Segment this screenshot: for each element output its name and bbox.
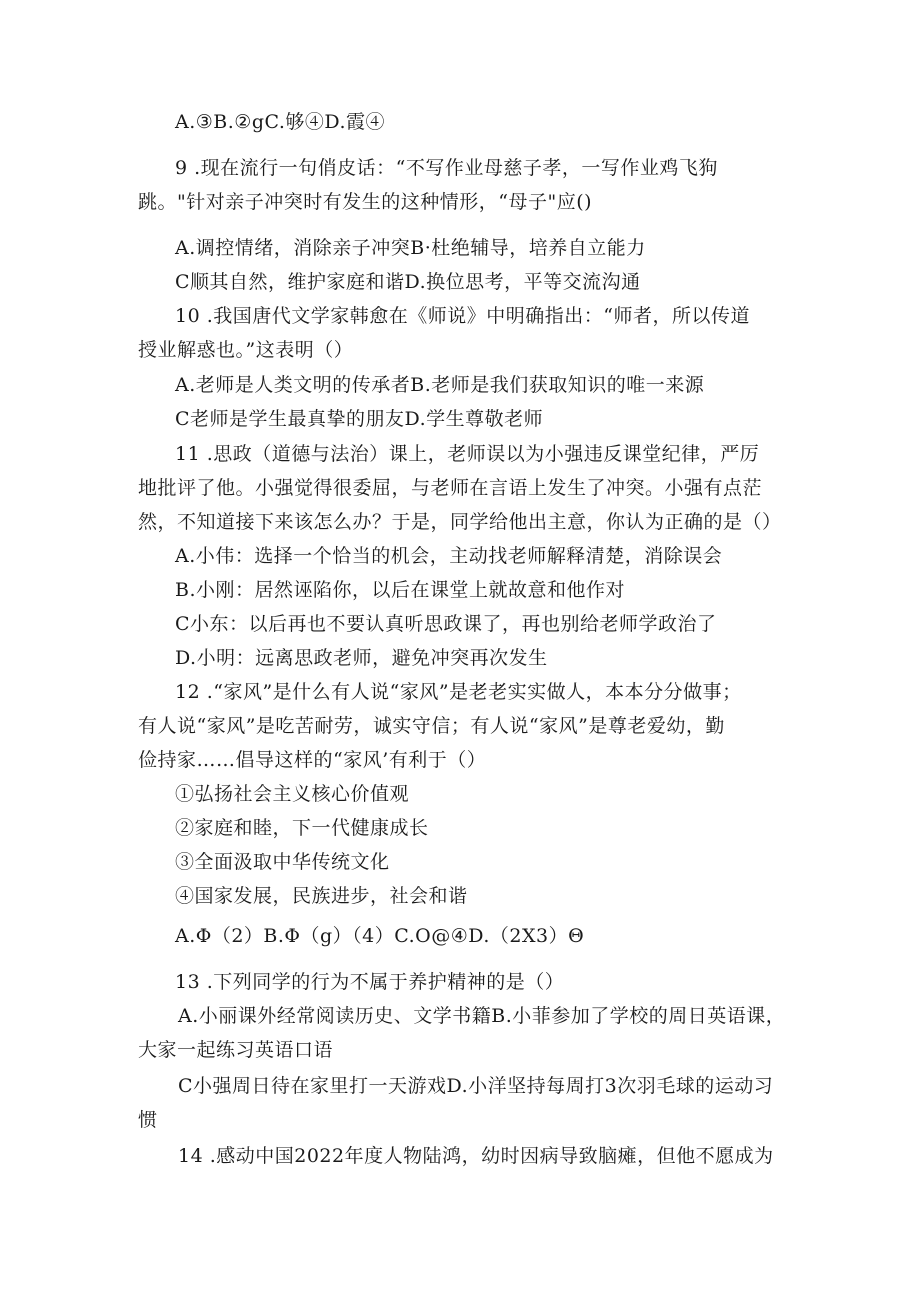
q12-stem-line3: 俭持家……倡导这样的“家风’有利于（）: [138, 749, 487, 771]
q12-stem-line1: 12 .“家风”是什么有人说“家风”是老老实实做人，本本分分做事；: [175, 681, 742, 703]
q13-stem: 13 .下列同学的行为不属于养护精神的是（）: [175, 971, 565, 993]
q14-stem-line1: 14 .感动中国2022年度人物陆鸿，幼时因病导致脑瘫，但他不愿成为: [178, 1145, 774, 1167]
q10-options-cd: C老师是学生最真挚的朋友D.学生尊敬老师: [175, 408, 544, 430]
q10-options-ab: A.老师是人类文明的传承者B.老师是我们获取知识的唯一来源: [175, 374, 705, 396]
q11-stem-line3: 然，不知道接下来该怎么办？于是，同学给他出主意，你认为正确的是（）: [138, 511, 782, 533]
q12-item-3: ③全面汲取中华传统文化: [175, 851, 390, 873]
q13-options-ab-line1: A.小丽课外经常阅读历史、文学书籍B.小菲参加了学校的周日英语课，: [178, 1005, 786, 1027]
q11-option-d: D.小明：远离思政老师，避免冲突再次发生: [175, 647, 548, 669]
q10-stem-line2: 授业解惑也。”这表明（）: [138, 339, 354, 361]
q9-options-cd: C顺其自然，维护家庭和谐D.换位思考，平等交流沟通: [175, 271, 641, 293]
q11-option-c: C小东：以后再也不要认真听思政课了，再也别给老师学政治了: [175, 613, 717, 635]
q13-options-cd-line2: 惯: [138, 1109, 158, 1131]
q12-item-1: ①弘扬社会主义核心价值观: [175, 783, 410, 805]
q11-stem-line2: 地批评了他。小强觉得很委屈，与老师在言语上发生了冲突。小强有点茫: [138, 477, 763, 499]
q10-stem-line1: 10 .我国唐代文学家韩愈在《师说》中明确指出：“师者，所以传道: [175, 305, 750, 327]
q12-item-2: ②家庭和睦，下一代健康成长: [175, 817, 429, 839]
q12-options: A.Φ（2）B.Φ（g）（4）C.O@④D.（2X3）Θ: [175, 925, 585, 947]
q9-options-ab: A.调控情绪，消除亲子冲突B·杜绝辅导，培养自立能力: [175, 237, 646, 259]
q11-stem-line1: 11 .思政（道德与法治）课上，老师误以为小强违反课堂纪律，严厉: [175, 443, 760, 465]
q13-options-ab-line2: 大家一起练习英语口语: [138, 1039, 334, 1061]
q11-option-b: B.小刚：居然诬陷你，以后在课堂上就故意和他作对: [175, 579, 626, 601]
q11-option-a: A.小伟：选择一个恰当的机会，主动找老师解释清楚，消除误会: [175, 545, 723, 567]
q12-stem-line2: 有人说“家风”是吃苦耐劳，诚实守信；有人说“家风”是尊老爱幼，勤: [138, 715, 725, 737]
q9-stem-line2: 跳。"针对亲子冲突时有发生的这种情形，“母子"应(): [138, 191, 593, 213]
q13-options-cd-line1: C小强周日待在家里打一天游戏D.小洋坚持每周打3次羽毛球的运动习: [178, 1075, 774, 1097]
q8-options: A.③B.②gC.够④D.霞④: [175, 111, 385, 133]
q12-item-4: ④国家发展，民族进步，社会和谐: [175, 885, 468, 907]
q9-stem-line1: 9 .现在流行一句俏皮话：“不写作业母慈子孝，一写作业鸡飞狗: [175, 157, 718, 179]
